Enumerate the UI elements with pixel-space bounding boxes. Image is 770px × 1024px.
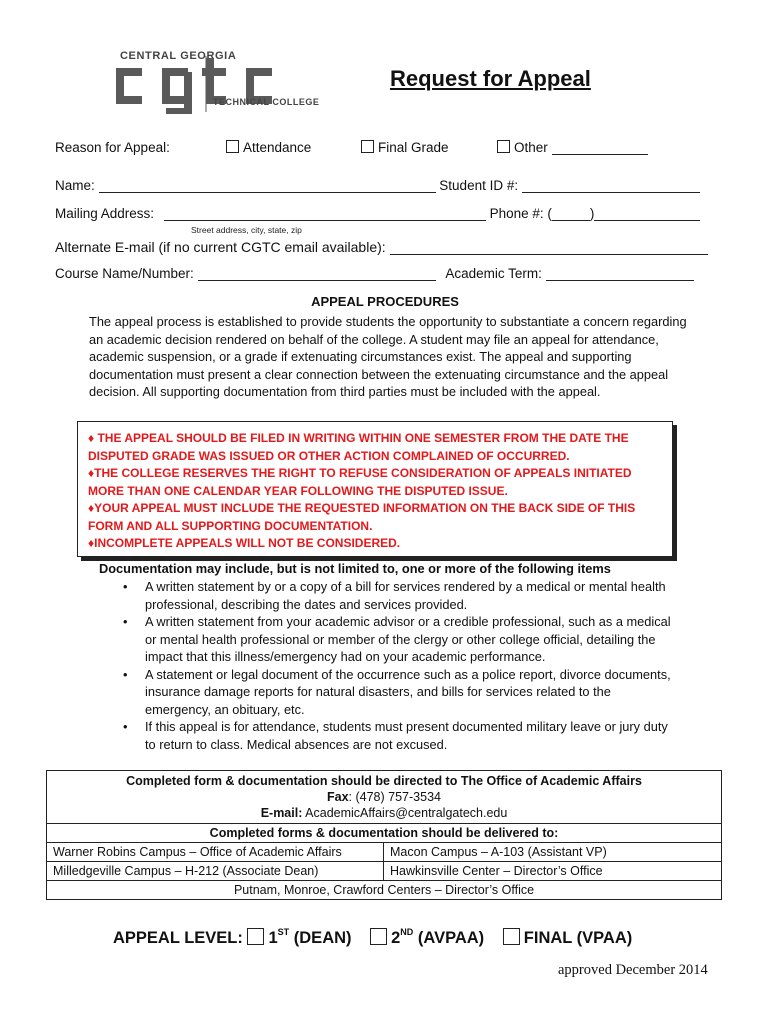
reason-option-final-grade[interactable] bbox=[361, 140, 449, 155]
alt-email-label: Alternate E-mail (if no current CGTC email available): bbox=[55, 239, 386, 255]
procedures-heading: APPEAL PROCEDURES bbox=[311, 294, 459, 309]
academic-term-field[interactable] bbox=[546, 266, 694, 281]
list-item: • A statement or legal document of the occurrence such as a police report, divorce documents, insurance damage reports for natural disasters, and bills for services related to the emergency, an obituary, etc. bbox=[123, 666, 671, 717]
contact-directed-cell bbox=[47, 771, 722, 824]
contact-table bbox=[46, 770, 722, 900]
mailing-address-field[interactable] bbox=[164, 206, 486, 221]
phone-label: Phone #: ( bbox=[489, 206, 552, 221]
mailing-address-label: Mailing Address: bbox=[55, 206, 155, 221]
warning-item: ♦THE COLLEGE RESERVES THE RIGHT TO REFUSE CONSIDERATION OF APPEALS INITIATED MORE THAN ONE CALENDAR YEAR FOLLOWING THE DISPUTED ISSUE. bbox=[88, 466, 632, 498]
form-title: Request for Appeal bbox=[390, 66, 591, 91]
reason-option-other[interactable] bbox=[497, 140, 648, 155]
level-3-label: FINAL (VPAA) bbox=[523, 929, 633, 947]
final-grade-checkbox[interactable] bbox=[361, 140, 374, 153]
other-checkbox[interactable] bbox=[497, 140, 510, 153]
campus-cell: Milledgeville Campus – H-212 (Associate Dean) bbox=[47, 862, 384, 881]
phone-area-code-field[interactable] bbox=[552, 206, 590, 221]
bullet-icon: • bbox=[123, 579, 128, 594]
name-label: Name: bbox=[55, 178, 95, 193]
warning-item: ♦YOUR APPEAL MUST INCLUDE THE REQUESTED INFORMATION ON THE BACK SIDE OF THIS FORM AND ALL SUPPORTING DOCUMENTATION. bbox=[88, 501, 636, 533]
attendance-label: Attendance bbox=[243, 140, 312, 155]
other-centers: Putnam, Monroe, Crawford Centers – Director’s Office bbox=[47, 881, 722, 900]
approval-date: approved December 2014 bbox=[558, 962, 708, 978]
delivered-heading: Completed forms & documentation should be delivered to: bbox=[47, 824, 722, 843]
bullet-icon: • bbox=[123, 719, 128, 734]
warning-item: ♦INCOMPLETE APPEALS WILL NOT BE CONSIDERED. bbox=[88, 536, 401, 550]
name-field[interactable] bbox=[99, 178, 436, 193]
course-label: Course Name/Number: bbox=[55, 266, 194, 281]
phone-number-field[interactable] bbox=[594, 206, 700, 221]
appeal-level-label: APPEAL LEVEL: bbox=[113, 929, 243, 947]
reason-label: Reason for Appeal: bbox=[55, 140, 170, 155]
alt-email-field[interactable] bbox=[390, 240, 708, 255]
level-3-checkbox[interactable] bbox=[503, 928, 520, 945]
bullet-icon: • bbox=[123, 666, 128, 682]
reason-option-attendance[interactable] bbox=[226, 140, 311, 155]
level-2-label: 2ND (AVPAA) bbox=[391, 927, 485, 947]
level-1-label: 1ST (DEAN) bbox=[268, 927, 352, 947]
documentation-list bbox=[120, 578, 680, 753]
phone-paren: ) bbox=[589, 206, 595, 221]
other-field[interactable] bbox=[552, 140, 648, 155]
table-row bbox=[47, 843, 722, 862]
course-field[interactable] bbox=[198, 266, 436, 281]
bullet-icon: • bbox=[123, 614, 128, 629]
fax-line: Fax: (478) 757-3534 bbox=[327, 790, 441, 804]
other-label: Other bbox=[514, 140, 548, 155]
list-item: • A written statement by or a copy of a bill for services rendered by a medical or mental health professional, describing the dates and services provided. bbox=[123, 579, 666, 612]
level-1-checkbox[interactable] bbox=[247, 928, 264, 945]
campus-cell: Macon Campus – A-103 (Assistant VP) bbox=[384, 843, 722, 862]
contact-directed: Completed form & documentation should be directed to The Office of Academic Affairs bbox=[126, 774, 642, 788]
academic-term-label: Academic Term: bbox=[445, 266, 542, 281]
campus-cell: Hawkinsville Center – Director’s Office bbox=[384, 862, 722, 881]
logo-bottom-text: TECHNICAL COLLEGE bbox=[213, 97, 320, 107]
documentation-heading: Documentation may include, but is not limited to, one or more of the following items bbox=[99, 561, 611, 576]
level-2-checkbox[interactable] bbox=[370, 928, 387, 945]
logo-top-text: CENTRAL GEORGIA bbox=[120, 50, 237, 62]
final-grade-label: Final Grade bbox=[378, 140, 449, 155]
mailing-address-hint: Street address, city, state, zip bbox=[191, 225, 302, 235]
warning-item: ♦ THE APPEAL SHOULD BE FILED IN WRITING WITHIN ONE SEMESTER FROM THE DATE THE DISPUTED GRADE WAS ISSUED OR OTHER ACTION COMPLAINED OF OCCURRED. bbox=[88, 431, 629, 463]
list-item: • A written statement from your academic advisor or a credible professional, such as a medical or mental health professional or member of the clergy or other college official, detailing the impact that this illness/emergency had on your academic performance. bbox=[123, 614, 671, 664]
warning-box bbox=[77, 421, 673, 557]
table-row bbox=[47, 862, 722, 881]
attendance-checkbox[interactable] bbox=[226, 140, 239, 153]
list-item: • If this appeal is for attendance, students must present documented military leave or jury duty to return to class. Medical absences are not excused. bbox=[123, 719, 668, 752]
student-id-label: Student ID #: bbox=[439, 178, 519, 193]
procedures-body: The appeal process is established to provide students the opportunity to substantiate a concern regarding an academic decision rendered on behalf of the college. A student may file an appeal for attendance, academic suspension, or a grade if extenuating circumstances exist. The appeal and supporting documentation must present a clear connection between the extenuating circumstance and the appeal decision. All supporting documentation from third parties must be included with the appeal. bbox=[89, 314, 687, 399]
student-id-field[interactable] bbox=[522, 178, 700, 193]
email-line: E-mail: AcademicAffairs@centralgatech.edu bbox=[260, 806, 508, 820]
campus-cell: Warner Robins Campus – Office of Academic Affairs bbox=[47, 843, 384, 862]
appeal-level-row bbox=[113, 927, 632, 948]
